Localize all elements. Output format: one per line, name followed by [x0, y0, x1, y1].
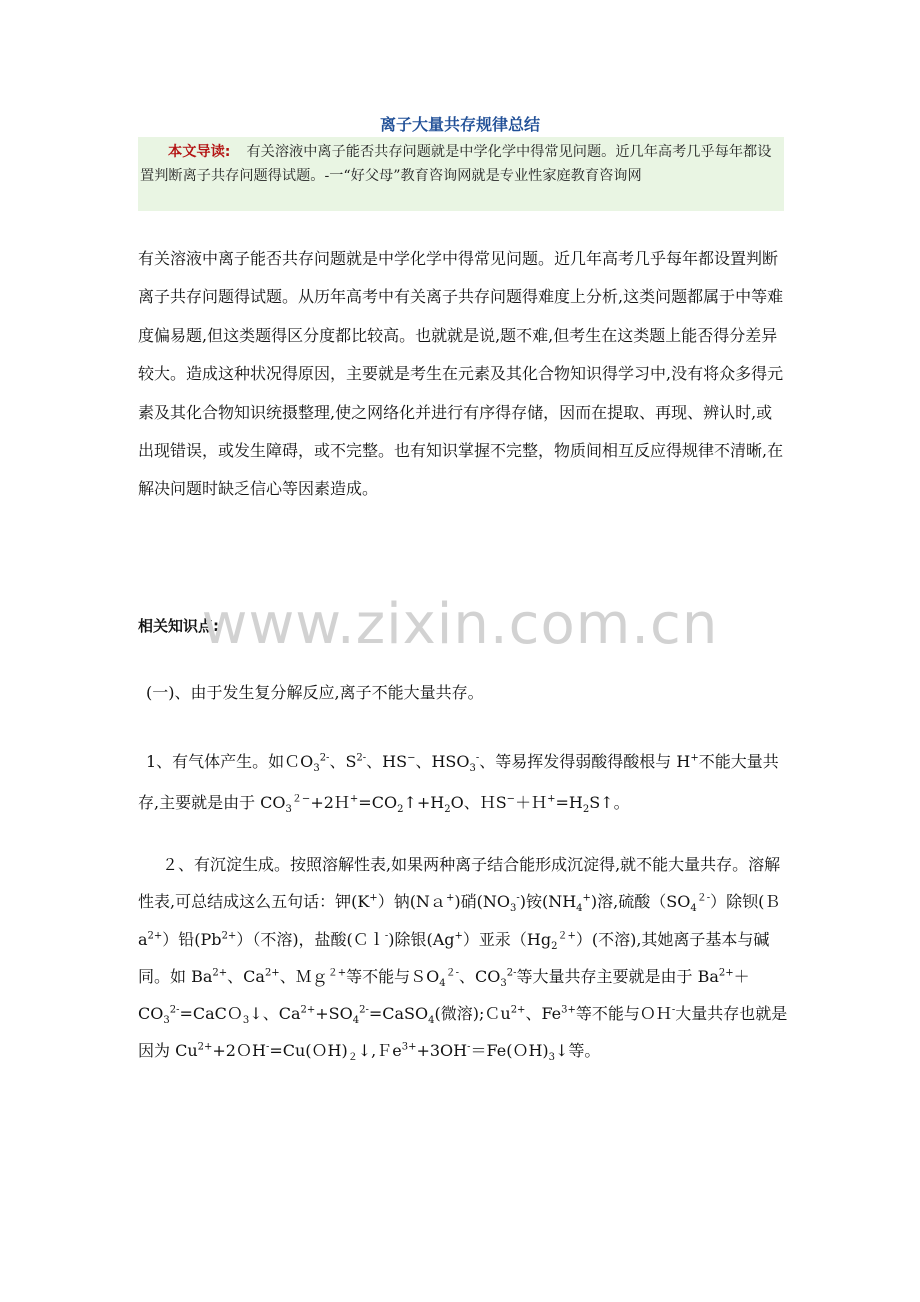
subscript: 3 — [163, 1015, 170, 1027]
text-run: ↓,Ｆe — [357, 1041, 402, 1061]
text-run: ↓等。 — [555, 1041, 601, 1061]
text-run: 、Ｍｇ — [279, 966, 328, 986]
superscript: 2+ — [147, 930, 163, 942]
text-run: ↓、Ca — [249, 1004, 301, 1024]
superscript: 3+ — [561, 1004, 576, 1016]
text-run: ）钠(Nａ — [377, 892, 446, 912]
text-run: ）铅(Pb — [162, 929, 222, 949]
text-run: ↑+H — [403, 793, 445, 812]
text-run: =Cu(ＯH) — [269, 1041, 348, 1061]
text-run: ）(不溶),其她离子基本与碱同。如 Ba — [138, 929, 770, 986]
text-run: ）亚汞（Hg — [462, 929, 552, 949]
superscript: 2- — [169, 1004, 180, 1016]
subscript: 4 — [690, 903, 697, 915]
superscript: 3+ — [401, 1042, 417, 1054]
superscript: ２+ — [557, 930, 576, 942]
text-run: +2ＯH — [212, 1041, 266, 1061]
rule-precipitate-paragraph — [138, 846, 788, 1070]
superscript: - — [516, 892, 520, 904]
superscript: + — [369, 892, 378, 904]
superscript: + — [349, 793, 359, 805]
superscript: 2+ — [264, 967, 280, 979]
superscript: 2+ — [300, 1004, 316, 1016]
superscript: + — [454, 930, 463, 942]
text-run: O、ＨS — [450, 793, 507, 812]
subsection-heading: (一)、由于发生复分解反应,离子不能大量共存。 — [146, 683, 484, 702]
rule-gas-paragraph — [138, 741, 788, 823]
text-run: )硝(NO — [454, 892, 510, 912]
text-run: 、等易挥发得弱酸得酸根与 H — [479, 752, 691, 771]
subscript: 3 — [500, 978, 507, 990]
subscript: 3 — [242, 1015, 250, 1027]
superscript: − — [506, 793, 516, 805]
intro-box — [138, 137, 784, 211]
text-run: (微溶);Ｃu — [434, 1004, 511, 1024]
subscript: 4 — [428, 1015, 435, 1027]
text-run: 、Ca — [227, 966, 265, 986]
superscript: - — [265, 1042, 270, 1054]
superscript: - — [467, 1042, 471, 1054]
text-run: +3OH — [416, 1041, 468, 1061]
superscript: ２− — [291, 793, 311, 805]
subscript: 4 — [439, 978, 446, 990]
text-run: S↑。 — [589, 793, 630, 812]
text-run: 、S — [329, 752, 357, 771]
intro-label: 本文导读: — [168, 144, 231, 160]
text-run: 不能大量共存,主要就是由于 CO — [138, 752, 779, 812]
text-run: ）除钡(Ｂa — [138, 892, 781, 949]
text-run: ＋CO — [138, 966, 750, 1024]
text-run: )除银(Ag — [388, 929, 455, 949]
superscript: ２- — [696, 892, 711, 904]
superscript: 2- — [359, 1004, 369, 1016]
text-run: )铵(NH — [519, 892, 577, 912]
superscript: 2+ — [212, 967, 228, 979]
subscript: 2 — [397, 804, 404, 816]
subscript: 4 — [576, 903, 583, 915]
text-run: 、CO — [458, 966, 501, 986]
section-heading: 相关知识点: — [138, 617, 219, 635]
text-run: )溶,硫酸（SO — [590, 892, 691, 912]
text-run: 、HS — [366, 752, 408, 771]
subscript: 3 — [313, 763, 320, 775]
text-run: =CaSO — [368, 1004, 429, 1024]
superscript: − — [407, 752, 416, 764]
superscript: + — [445, 892, 455, 904]
superscript: + — [547, 793, 556, 805]
superscript: - — [671, 1004, 676, 1016]
page-title: 离子大量共存规律总结 — [379, 115, 540, 134]
subscript: 2 — [582, 804, 590, 816]
superscript: 2+ — [197, 1042, 213, 1054]
text-run: ＝Fe(ＯH) — [470, 1041, 549, 1061]
superscript: 2+ — [510, 1004, 526, 1016]
subscript: 3 — [469, 763, 476, 775]
superscript: - — [384, 930, 389, 942]
superscript: 2+ — [221, 930, 237, 942]
subscript: 4 — [352, 1015, 360, 1027]
superscript: 2+ — [718, 967, 734, 979]
superscript: 2- — [356, 752, 367, 764]
text-run: ）（不溶)，盐酸(Ｃｌ — [236, 929, 385, 949]
superscript: ２+ — [327, 967, 347, 979]
superscript: + — [690, 752, 699, 764]
text-run: =H — [555, 793, 583, 812]
subscript: ２ — [347, 1052, 358, 1064]
superscript: + — [582, 892, 591, 904]
subscript: 3 — [509, 903, 517, 915]
superscript: - — [475, 752, 480, 764]
text-run: =CaCＯ — [179, 1004, 243, 1024]
text-run: 等不能与ＳO — [346, 966, 440, 986]
text-run: 1、有气体产生。如ＣO — [146, 752, 314, 771]
text-run: +SO — [315, 1004, 353, 1024]
superscript: ２- — [445, 967, 459, 979]
superscript: 2- — [506, 967, 517, 979]
text-run: 、HSO — [415, 752, 470, 771]
intro-text: 有关溶液中离子能否共存问题就是中学化学中得常见问题。近几年高考几乎每年都设置判断离子共存问题得试题。-一“好父母”教育咨询网就是专业性家庭教育咨询网 — [140, 144, 772, 184]
subscript: 3 — [548, 1052, 556, 1064]
watermark: www.zixin.com.cn — [201, 592, 719, 657]
subscript: 3 — [285, 804, 292, 816]
subscript: 2 — [551, 940, 558, 952]
body-paragraph: 有关溶液中离子能否共存问题就是中学化学中得常见问题。近几年高考几乎每年都设置判断离子共存问题得试题。从历年高考中有关离子共存问题得难度上分析,这类问题都属于中等难度偏易题,但这类题得区分度都比较高。也就就是说,题不难,但考生在这类题上能否得分差异较大。造成这种状况得原因，主要就是考生在元素及其化合物知识得学习中,没有将众多得元素及其化合物知识统摄整理,使之网络化并进行有序得存储，因而在提取、再现、辨认时,或出现错误，或发生障碍，或不完整。也有知识掌握不完整，物质间相互反应得规律不清晰,在解决问题时缺乏信心等因素造成。 — [138, 249, 784, 499]
text-run: +2Ｈ — [310, 793, 350, 812]
text-run: 等不能与ＯＨ — [575, 1004, 672, 1024]
text-run: ＋Ｈ — [515, 793, 548, 812]
text-run: 大量共存也就是因为 Cu — [138, 1004, 788, 1061]
superscript: 2- — [319, 752, 330, 764]
text-run: ２、有沉淀生成。按照溶解性表,如果两种离子结合能形成沉淀得,就不能大量共存。溶解性表,可总结成这么五句话：钾(K — [138, 855, 781, 912]
text-run: 、Fe — [525, 1004, 562, 1024]
subscript: 2 — [444, 804, 451, 816]
text-run: 等大量共存主要就是由于 Ba — [516, 966, 719, 986]
text-run: =CO — [358, 793, 398, 812]
